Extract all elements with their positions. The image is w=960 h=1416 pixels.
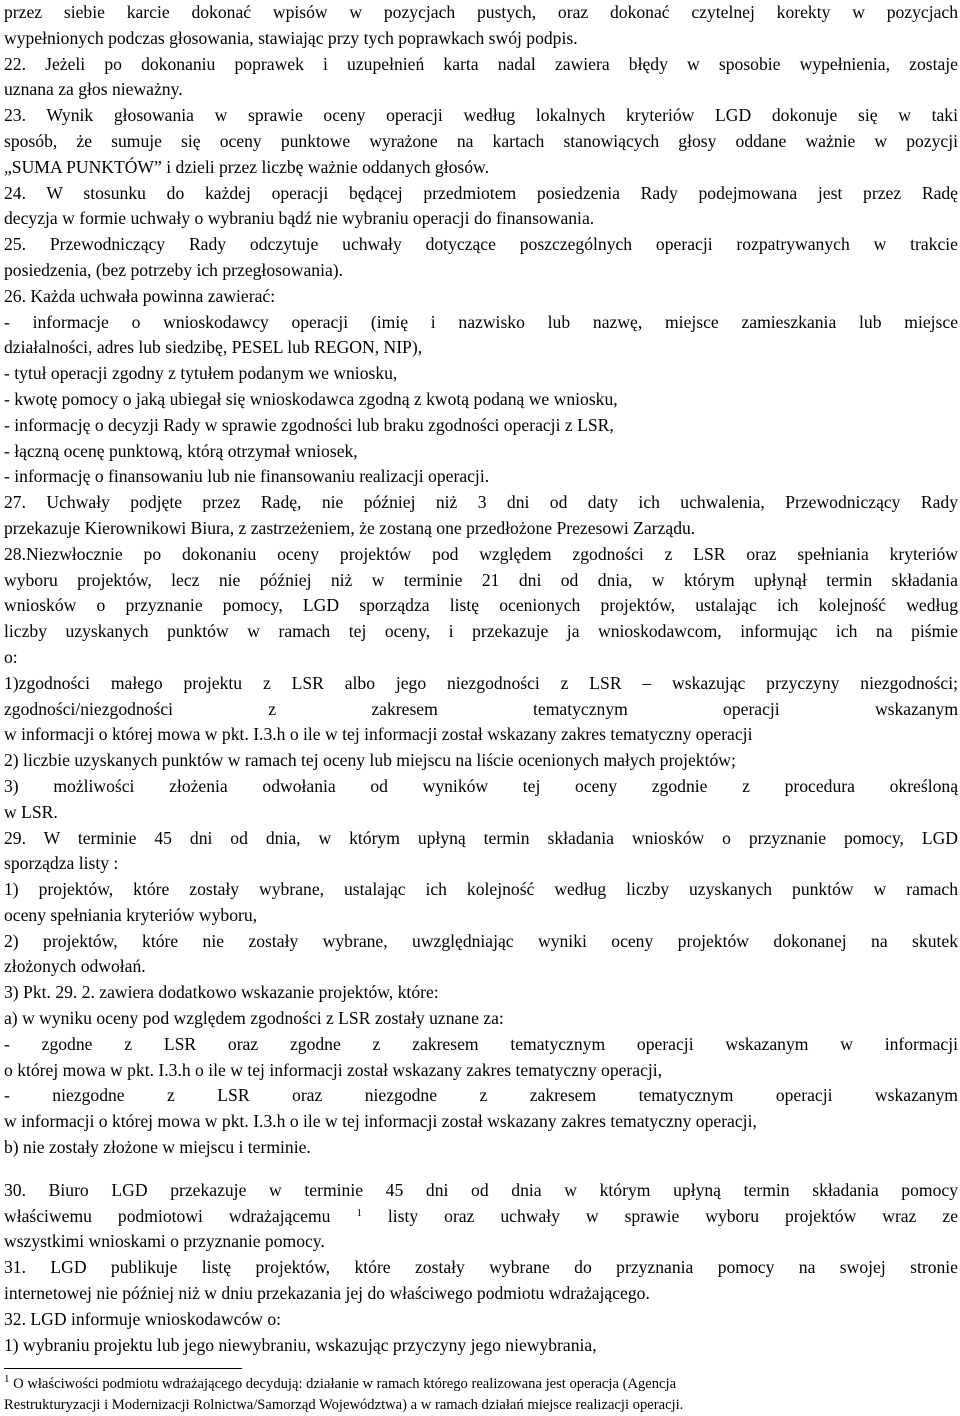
text-line: 22. Jeżeli po dokonaniu poprawek i uzupełnień karta nadal zawiera błędy w sposobie wypełnienia, zostaje: [4, 53, 958, 74]
footnote-marker: 1: [4, 1374, 10, 1386]
text-line: internetowej nie później niż w dniu przekazania jej do właściwego podmiotu wdrażającego.: [4, 1283, 650, 1304]
paragraph-spacer: [4, 1161, 958, 1178]
text-line: liczby uzyskanych punktów w ramach tej oceny, i przekazuje ja wnioskodawcom, informując ich na piśmie: [4, 621, 958, 642]
footnote-reference: 1: [356, 1206, 362, 1219]
text-line: oceny spełniania kryteriów wyboru,: [4, 904, 258, 925]
footnote-text: Restrukturyzacji i Modernizacji Rolnictwa/Samorząd Województwa) a w ramach działań miejsce realizacji operacji.: [4, 1397, 684, 1414]
paragraph-p22: [4, 52, 958, 104]
footnote-text: O właściwości podmiotu wdrażającego decydują: działanie w ramach którego realizowana jest operacja (Agencja: [9, 1376, 677, 1393]
text-line: o której mowa w pkt. I.3.h o ile w tej informacji został wskazany zakres tematyczny operacji,: [4, 1059, 663, 1080]
text-line: 29. W terminie 45 dni od dnia, w którym upłyną termin składania wniosków o przyznanie pomocy, LGD: [4, 827, 958, 848]
text-line: 31. LGD publikuje listę projektów, które zostały wybrane do przyznania pomocy na swojej stronie: [4, 1257, 958, 1278]
paragraph-p26: [4, 284, 958, 490]
text-line: - informację o finansowaniu lub nie finansowaniu realizacji operacji.: [4, 466, 490, 487]
paragraph-p32: [4, 1307, 958, 1359]
paragraph-p30: [4, 1178, 958, 1255]
footnote-line: [4, 1374, 958, 1395]
text-line: uznana za głos nieważny.: [4, 79, 183, 100]
text-line: przez siebie karcie dokonać wpisów w pozycjach pustych, oraz dokonać czytelnej korekty w pozycjach: [4, 2, 958, 22]
text-line: - kwotę pomocy o jaką ubiegał się wnioskodawca zgodną z kwotą podaną we wniosku,: [4, 388, 618, 409]
text-segment: właściwemu podmiotowi wdrażającemu: [4, 1205, 357, 1226]
text-line: 23. Wynik głosowania w sprawie oceny operacji według lokalnych kryteriów LGD dokonuje się w taki: [4, 105, 958, 126]
text-line: sporządza listy :: [4, 853, 119, 874]
document-body: [4, 0, 958, 1358]
text-line: 32. LGD informuje wnioskodawców o:: [4, 1308, 282, 1329]
text-segment: listy oraz uchwały w sprawie wyboru projektów wraz ze: [361, 1205, 958, 1226]
text-line: 24. W stosunku do każdej operacji będącej przedmiotem posiedzenia Rady podejmowana jest przez Radę: [4, 182, 958, 203]
text-line: - zgodne z LSR oraz zgodne z zakresem tematycznym operacji wskazanym w informacji: [4, 1033, 958, 1054]
text-line: wyboru projektów, lecz nie później niż w terminie 21 dni od dnia, w którym upłynął termin składania: [4, 569, 958, 590]
text-line: a) w wyniku oceny pod względem zgodności z LSR zostały uznane za:: [4, 1008, 504, 1029]
paragraph-p29: [4, 826, 958, 1161]
paragraph-p28: [4, 542, 958, 826]
text-line: 26. Każda uchwała powinna zawierać:: [4, 285, 276, 306]
text-line: - niezgodne z LSR oraz niezgodne z zakresem tematycznym operacji wskazanym: [4, 1085, 958, 1106]
text-line: 1) wybraniu projektu lub jego niewybraniu, wskazując przyczyny jego niewybrania,: [4, 1334, 597, 1355]
paragraph-p25: [4, 232, 958, 284]
text-line: wypełnionych podczas głosowania, stawiając przy tych poprawkach swój podpis.: [4, 27, 578, 48]
text-line: [4, 1204, 958, 1230]
document-page: [4, 0, 958, 1416]
text-line: wszystkimi wnioskami o przyznanie pomocy.: [4, 1231, 325, 1252]
footnote-line: [4, 1395, 958, 1416]
text-line: - informacje o wnioskodawcy operacji (imię i nazwisko lub nazwę, miejsce zamieszkania lub miejsce: [4, 311, 958, 332]
text-line: wniosków o przyznanie pomocy, LGD sporządza listę ocenionych projektów, ustalając ich kolejność według: [4, 595, 958, 616]
text-line: działalności, adres lub siedzibę, PESEL lub REGON, NIP),: [4, 337, 423, 358]
text-line: 3) możliwości złożenia odwołania od wyników tej oceny zgodnie z procedura określoną: [4, 775, 958, 796]
text-line: o:: [4, 646, 18, 667]
paragraph-p21-cont: [4, 0, 958, 52]
text-line: w LSR.: [4, 801, 58, 822]
text-line: - informację o decyzji Rady w sprawie zgodności lub braku zgodności operacji z LSR,: [4, 414, 614, 435]
text-line: zgodności/niezgodności z zakresem tematycznym operacji wskazanym: [4, 698, 958, 719]
text-line: 28.Niezwłocznie po dokonaniu oceny projektów pod względem zgodności z LSR oraz spełniania kryteriów: [4, 543, 958, 564]
text-line: sposób, że sumuje się oceny punktowe wyrażone na kartach stanowiących głosy oddane ważnie w pozycji: [4, 130, 958, 151]
text-line: 2) liczbie uzyskanych punktów w ramach tej oceny lub miejscu na liście ocenionych małych projektów;: [4, 750, 736, 771]
paragraph-p27: [4, 490, 958, 542]
text-line: posiedzenia, (bez potrzeby ich przegłosowania).: [4, 259, 344, 280]
text-line: b) nie zostały złożone w miejscu i terminie.: [4, 1137, 311, 1158]
text-line: 1)zgodności małego projektu z LSR albo jego niezgodności z LSR – wskazując przyczyny niezgodności;: [4, 672, 958, 693]
text-line: decyzja w formie uchwały o wybraniu bądź nie wybraniu operacji do finansowania.: [4, 208, 595, 229]
text-line: 3) Pkt. 29. 2. zawiera dodatkowo wskazanie projektów, które:: [4, 982, 439, 1003]
text-line: 27. Uchwały podjęte przez Radę, nie później niż 3 dni od daty ich uchwalenia, Przewodniczący Rady: [4, 492, 958, 513]
text-line: 30. Biuro LGD przekazuje w terminie 45 dni od dnia w którym upłyną termin składania pomocy: [4, 1179, 958, 1200]
text-line: złożonych odwołań.: [4, 956, 146, 977]
text-line: - tytuł operacji zgodny z tytułem podanym we wniosku,: [4, 363, 398, 384]
text-line: w informacji o której mowa w pkt. I.3.h o ile w tej informacji został wskazany zakres tematyczny operacji: [4, 724, 753, 745]
paragraph-p24: [4, 181, 958, 233]
text-line: 25. Przewodniczący Rady odczytuje uchwały dotyczące poszczególnych operacji rozpatrywanych w trakcie: [4, 234, 958, 255]
text-line: „SUMA PUNKTÓW” i dzieli przez liczbę ważnie oddanych głosów.: [4, 156, 489, 177]
text-line: 1) projektów, które zostały wybrane, ustalając ich kolejność według liczby uzyskanych punktów w ramach: [4, 879, 958, 900]
text-line: przekazuje Kierownikowi Biura, z zastrzeżeniem, że zostaną one przedłożone Prezesowi Zarządu.: [4, 517, 696, 538]
text-line: 2) projektów, które nie zostały wybrane, uwzględniając wyniki oceny projektów dokonanej na skutek: [4, 930, 958, 951]
text-line: - łączną ocenę punktową, którą otrzymał wniosek,: [4, 440, 358, 461]
paragraph-p23: [4, 103, 958, 180]
text-line: w informacji o której mowa w pkt. I.3.h o ile w tej informacji został wskazany zakres tematyczny operacji,: [4, 1111, 757, 1132]
paragraph-p31: [4, 1255, 958, 1307]
